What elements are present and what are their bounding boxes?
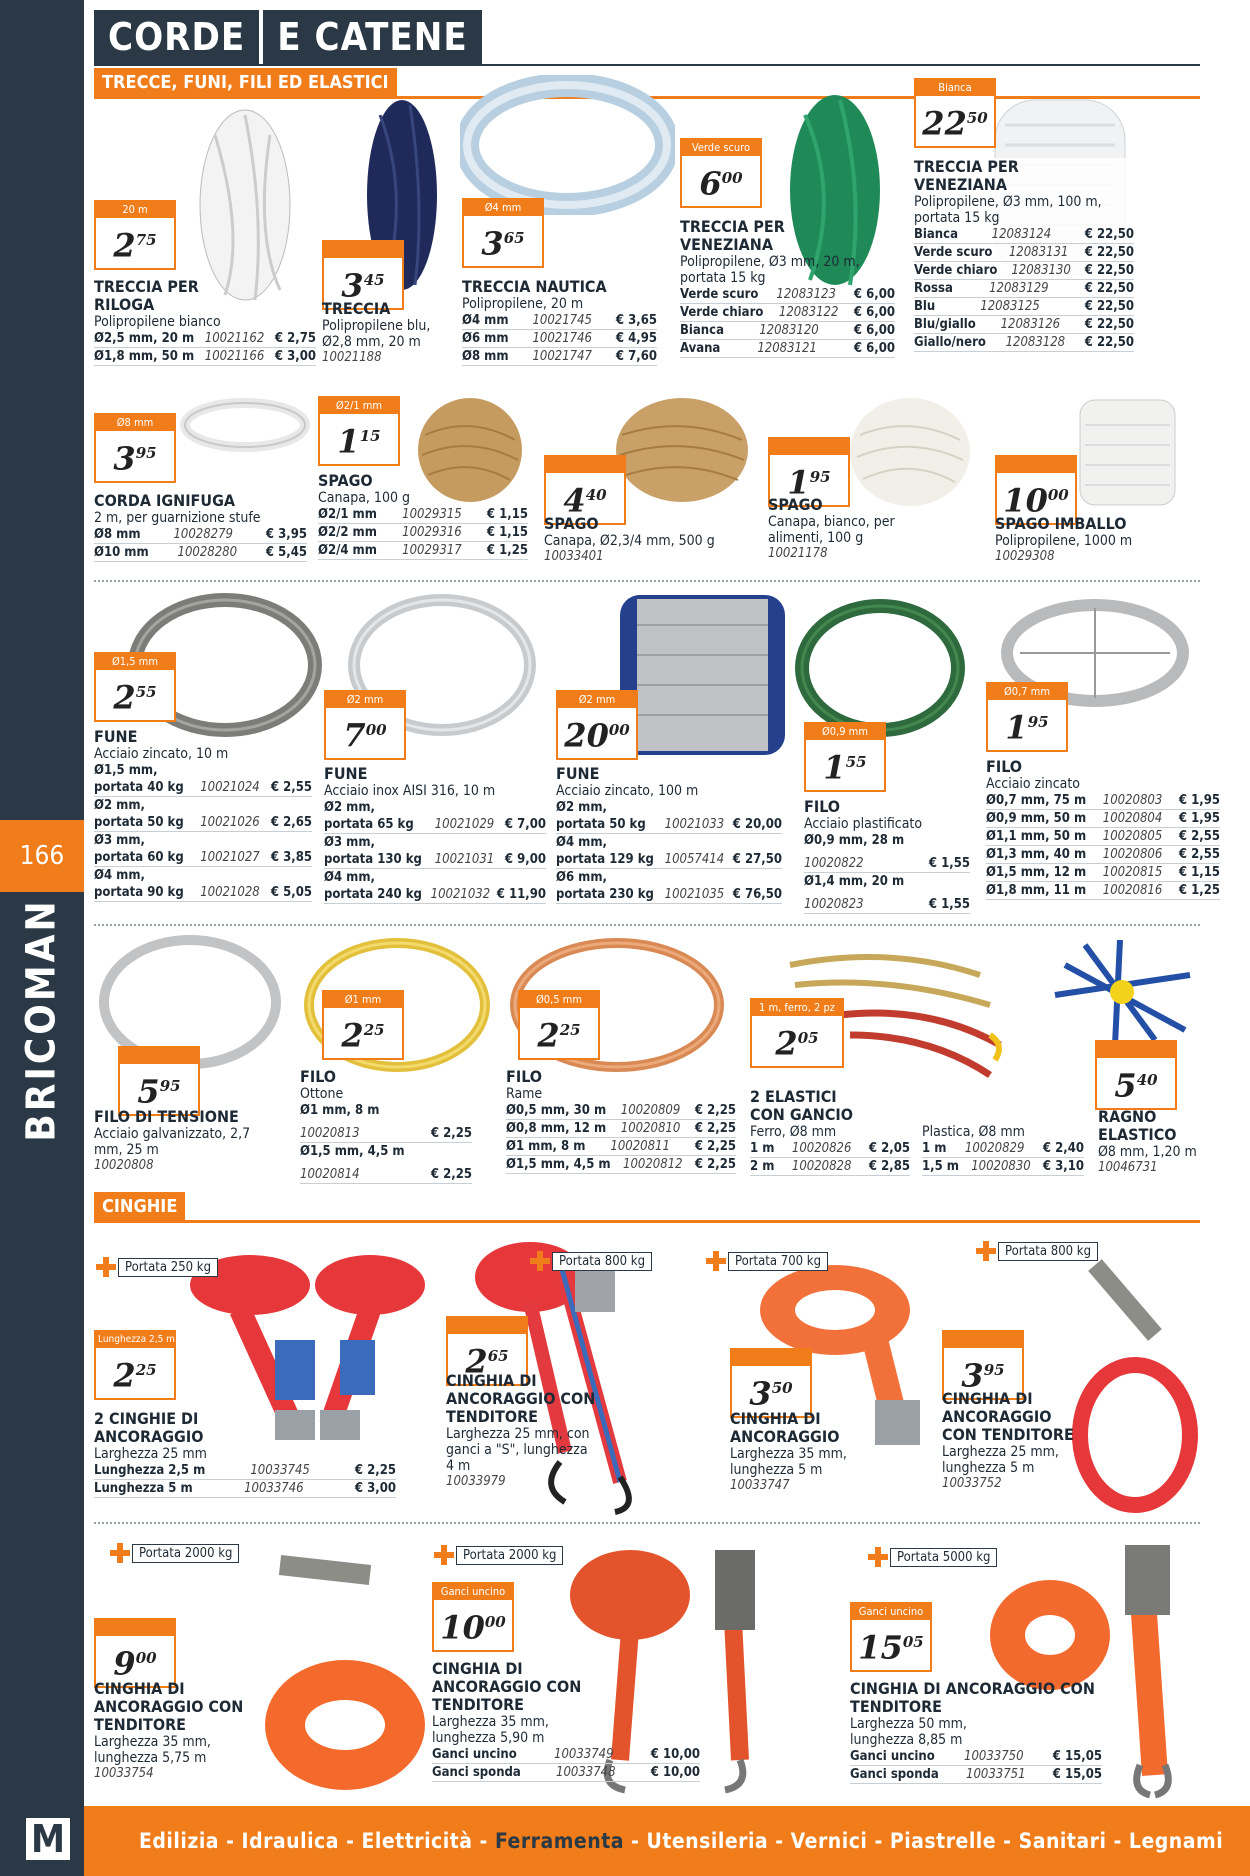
section-header-trecce: TRECCE, FUNI, FILI ED ELASTICI [94,68,1200,99]
price-tag: Ø2/1 mm $1^{15}$ [318,396,400,466]
price-tag: $10^{00}$ [995,455,1077,525]
price-tag: Bianca $22^{50}$ [914,78,996,148]
plus-icon [706,1251,726,1271]
capacity-badge: Portata 2000 kg [434,1544,563,1566]
price-tag: $3^{95}$ [942,1330,1024,1400]
plus-icon [530,1251,550,1271]
page-number: 166 [0,820,84,892]
plus-icon [110,1543,130,1563]
price-tag: Ø0,7 mm $1^{95}$ [986,682,1068,752]
price-tag: $3^{50}$ [730,1348,812,1418]
capacity-badge: Portata 5000 kg [868,1546,997,1568]
footer-categories: Edilizia - Idraulica - Elettricità - Ferramenta - Utensileria - Vernici - Piastrelle - Sanitari - Legnami [84,1806,1250,1876]
product-veneziana-100m: TRECCIA PER VENEZIANA Polipropilene, Ø3 mm, 100 m, portata 15 kg Bianca 12083124 € 22,50 Verde scuro 12083131 € 22,50 Verde chiaro 12083130 € 22,50 Rossa 12083129 € 22,50 Blu 12083125 € 22,50 Blu/giallo 12083126 € 22,50 Giallo/nero 12083128 € 22,50 [914,157,1134,350]
product-cinghia-2000kg-a: CINGHIA DI ANCORAGGIO CON TENDITORE Larghezza 35 mm, lunghezza 5,75 m 10033754 [94,1679,244,1781]
product-cinghia-25mm: CINGHIA DI ANCORAGGIO CON TENDITORE Larghezza 25 mm, lunghezza 5 m 10033752 [942,1389,1074,1491]
product-corda-ignifuga: CORDA IGNIFUGA 2 m, per guarnizione stufe Ø8 mm 10028279 € 3,95 Ø10 mm 10028280 € 5,45 [94,491,307,560]
product-veneziana-20m: TRECCIA PER VENEZIANA Polipropilene, Ø3 mm, 20 m, portata 15 kg Verde scuro 12083123 € 6,00 Verde chiaro 12083122 € 6,00 Bianca 12083120 € 6,00 Avana 12083121 € 6,00 [680,217,895,356]
product-filo-ottone: FILO Ottone Ø1 mm, 8 m 10020813 € 2,25 Ø1,5 mm, 4,5 m 10020814 € 2,25 [300,1067,472,1182]
twine-spool-image [1075,395,1180,510]
product-filo-rame: FILO Rame Ø0,5 mm, 30 m 10020809 € 2,25 Ø0,8 mm, 12 m 10020810 € 2,25 Ø1 mm, 8 m 10020811 € 2,25 Ø1,5 mm, 4,5 m 10020812 € 2,25 [506,1067,736,1172]
capacity-badge: Portata 700 kg [706,1250,828,1272]
price-tag: Ganci uncino $15^{05}$ [850,1602,932,1672]
page-title-a: CORDE [94,10,259,64]
capacity-badge: Portata 800 kg [976,1240,1098,1262]
capacity-badge: Portata 2000 kg [110,1542,239,1564]
price-tag: Ø0,9 mm $1^{55}$ [804,722,886,792]
row-divider [94,1522,1200,1524]
product-filo-zincato: FILO Acciaio zincato Ø0,7 mm, 75 m 10020803 € 1,95 Ø0,9 mm, 50 m 10020804 € 1,95 Ø1,1 mm, 50 m 10020805 € 2,55 Ø1,3 mm, 40 m 10020806 € 2,55 Ø1,5 mm, 12 m 10020815 € 1,15 Ø1,8 mm, 11 m 10020816 € 1,25 [986,757,1220,898]
m-logo-icon: M [26,1818,70,1860]
price-tag: $5^{40}$ [1095,1040,1177,1110]
plus-icon [96,1257,116,1277]
price-tag: Ø8 mm $3^{95}$ [94,413,176,483]
product-spago-imballo: SPAGO IMBALLO Polipropilene, 1000 m 10029308 [995,514,1133,564]
spider-elastic-image [1045,935,1200,1050]
rope-white-image [185,95,305,305]
twine-ball-large-image [612,395,752,505]
strap-tensioner-image [1065,1235,1200,1515]
product-cinghia-5000kg: CINGHIA DI ANCORAGGIO CON TENDITORE Larghezza 50 mm, lunghezza 8,85 m Ganci uncino 10033750 € 15,05 Ganci sponda 10033751 € 15,05 [850,1679,1102,1782]
price-tag: $1^{95}$ [768,437,850,507]
row-divider [94,924,1200,926]
product-filo-tensione: FILO DI TENSIONE Acciaio galvanizzato, 2,7 mm, 25 m 10020808 [94,1107,251,1173]
product-spago-canapa: SPAGO Canapa, 100 g Ø2/1 mm 10029315 € 1,15 Ø2/2 mm 10029316 € 1,15 Ø2/4 mm 10029317 € 1,25 [318,471,528,558]
product-ragno-elastico: RAGNO ELASTICO Ø8 mm, 1,20 m 10046731 [1098,1107,1197,1175]
capacity-badge: Portata 250 kg [96,1256,218,1278]
capacity-badge: Portata 800 kg [530,1250,652,1272]
section-header-cinghie: CINGHIE [94,1192,1200,1223]
price-tag: Ø2 mm $7^{00}$ [324,690,406,760]
product-cinghia-ganci-s: CINGHIA DI ANCORAGGIO CON TENDITORE Larghezza 25 mm, con ganci a "S", lunghezza 4 m 10033979 [446,1371,596,1489]
product-fune-zincato-10m: FUNE Acciaio zincato, 10 m Ø1,5 mm, portata 40 kg 10021024 € 2,55 Ø2 mm, portata 50 kg 10021026 € 2,65 Ø3 mm, portata 60 kg 10021027 € 3,85 Ø4 mm, portata 90 kg 10021028 € 5,05 [94,727,312,900]
price-tag: $5^{95}$ [118,1046,200,1116]
price-tag: Ø1,5 mm $2^{55}$ [94,652,176,722]
sidebar [0,0,84,1876]
product-treccia-nautica: TRECCIA NAUTICA Polipropilene, 20 m Ø4 mm 10021745 € 3,65 Ø6 mm 10021746 € 4,95 Ø8 mm 10021747 € 7,60 [462,277,657,364]
strap-2000-image [250,1535,440,1800]
product-cinghia-35mm: CINGHIA DI ANCORAGGIO Larghezza 35 mm, lunghezza 5 m 10033747 [730,1409,847,1493]
price-tag: $2^{65}$ [446,1316,528,1386]
product-elastici-gancio: 2 ELASTICI CON GANCIO Ferro, Ø8 mm 1 m 10020826 € 2,05 2 m 10020828 € 2,85 Plastica, Ø8 mm 1 m 10020829 € 2,40 1,5 m 10020830 € 3,10 [750,1087,1084,1174]
price-tag: $3^{45}$ [322,240,404,310]
twine-white-image [845,395,975,510]
rope-fireproof-image [178,395,313,455]
price-tag: Verde scuro $6^{00}$ [680,138,762,208]
price-tag: 1 m, ferro, 2 pz $2^{05}$ [750,998,844,1068]
price-tag: Lunghezza 2,5 m $2^{25}$ [94,1330,176,1400]
rope-nautica-image [460,75,675,215]
row-divider [94,580,1200,582]
price-tag: Ø2 mm $20^{00}$ [556,690,638,760]
product-2-cinghie: 2 CINGHIE DI ANCORAGGIO Larghezza 25 mm Lunghezza 2,5 m 10033745 € 2,25 Lunghezza 5 m 10033746 € 3,00 [94,1409,396,1496]
plus-icon [976,1241,996,1261]
price-tag: $9^{00}$ [94,1618,176,1688]
price-tag: Ganci uncino $10^{00}$ [432,1582,514,1652]
page-title-b: E CATENE [263,10,482,64]
plus-icon [434,1545,454,1565]
product-filo-plastificato: FILO Acciaio plastificato Ø0,9 mm, 28 m 10020822 € 1,55 Ø1,4 mm, 20 m 10020823 € 1,55 [804,797,970,912]
price-tag: 20 m $2^{75}$ [94,200,176,270]
product-treccia-blu: TRECCIA Polipropilene blu, Ø2,8 mm, 20 m 10021188 [322,299,431,365]
product-riloga: TRECCIA PER RILOGA Polipropilene bianco Ø2,5 mm, 20 m 10021162 € 2,75 Ø1,8 mm, 50 m 10021166 € 3,00 [94,277,316,364]
price-tag: $4^{40}$ [544,455,626,525]
price-tag: Ø0,5 mm $2^{25}$ [518,990,600,1060]
plus-icon [868,1547,888,1567]
page-header [94,10,1200,66]
wire-reel-image [615,585,790,765]
product-fune-inox: FUNE Acciaio inox AISI 316, 10 m Ø2 mm, portata 65 kg 10021029 € 7,00 Ø3 mm, portata 130 kg 10021031 € 9,00 Ø4 mm, portata 240 kg 10021032 € 11,90 [324,764,546,902]
product-spago-500g: SPAGO Canapa, Ø2,3/4 mm, 500 g 10033401 [544,514,715,564]
price-tag: Ø4 mm $3^{65}$ [462,198,544,268]
product-cinghia-2000kg-b: CINGHIA DI ANCORAGGIO CON TENDITORE Larghezza 35 mm, lunghezza 5,90 m Ganci uncino 10033749 € 10,00 Ganci sponda 10033748 € 10,00 [432,1659,700,1780]
footer-current-category: Ferramenta [494,1829,624,1853]
wire-green-image [795,598,965,738]
brand-logo: BRICOMAN [19,898,66,1142]
product-fune-zincato-100m: FUNE Acciaio zincato, 100 m Ø2 mm, portata 50 kg 10021033 € 20,00 Ø4 mm, portata 129 kg 10057414 € 27,50 Ø6 mm, portata 230 kg 10021035 € 76,50 [556,764,782,902]
price-tag: Ø1 mm $2^{25}$ [322,990,404,1060]
product-spago-bianco: SPAGO Canapa, bianco, per alimenti, 100 g 10021178 [768,495,895,561]
